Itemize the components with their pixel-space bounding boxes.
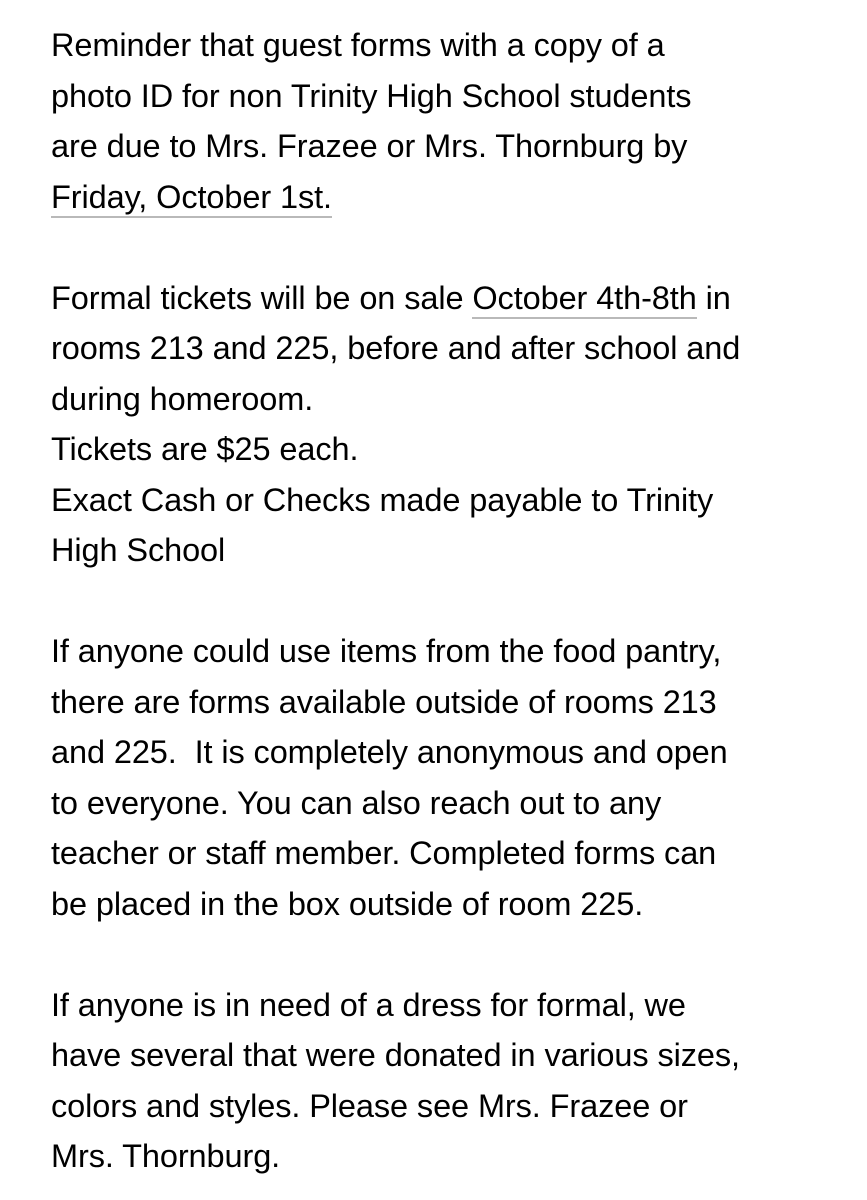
- paragraph-gap: [51, 222, 851, 273]
- text-line: Reminder that guest forms with a copy of a: [51, 27, 665, 63]
- text-line: [51, 172, 851, 223]
- text-line: Tickets are $25 each.: [51, 431, 359, 467]
- text-line: rooms 213 and 225, before and after school and: [51, 330, 741, 366]
- text-line: are due to Mrs. Frazee or Mrs. Thornburg by: [51, 128, 688, 164]
- text-line: If anyone could use items from the food pantry,: [51, 633, 722, 669]
- dress-donation-paragraph: [51, 980, 851, 1182]
- text-line: and 225. It is completely anonymous and open: [51, 734, 728, 770]
- paragraph-gap: [51, 576, 851, 627]
- text-line: Mrs. Thornburg.: [51, 1138, 281, 1174]
- text-line: photo ID for non Trinity High School students: [51, 77, 692, 114]
- date-link-october-4-8[interactable]: October 4th-8th: [472, 280, 696, 319]
- date-link-friday-oct-1[interactable]: Friday, October 1st.: [51, 179, 332, 218]
- text-line: during homeroom.: [51, 380, 314, 417]
- paragraph-gap: [51, 929, 851, 980]
- note-body[interactable]: [51, 20, 851, 1182]
- guest-forms-paragraph: [51, 20, 851, 222]
- text-line: High School: [51, 532, 226, 568]
- text-fragment: Formal tickets will be on sale: [51, 279, 473, 316]
- text-line: [51, 273, 851, 324]
- text-line: Exact Cash or Checks made payable to Trinity: [51, 481, 714, 518]
- text-line: If anyone is in need of a dress for formal, we: [51, 986, 686, 1023]
- text-line: to everyone. You can also reach out to any: [51, 784, 662, 821]
- text-fragment: in: [696, 279, 731, 316]
- text-line: there are forms available outside of rooms 213: [51, 683, 717, 720]
- text-line: have several that were donated in various sizes,: [51, 1037, 740, 1073]
- food-pantry-paragraph: [51, 626, 851, 929]
- text-line: be placed in the box outside of room 225.: [51, 885, 644, 922]
- formal-tickets-paragraph: [51, 273, 851, 576]
- text-line: teacher or staff member. Completed forms can: [51, 835, 717, 871]
- text-line: colors and styles. Please see Mrs. Frazee or: [51, 1087, 688, 1124]
